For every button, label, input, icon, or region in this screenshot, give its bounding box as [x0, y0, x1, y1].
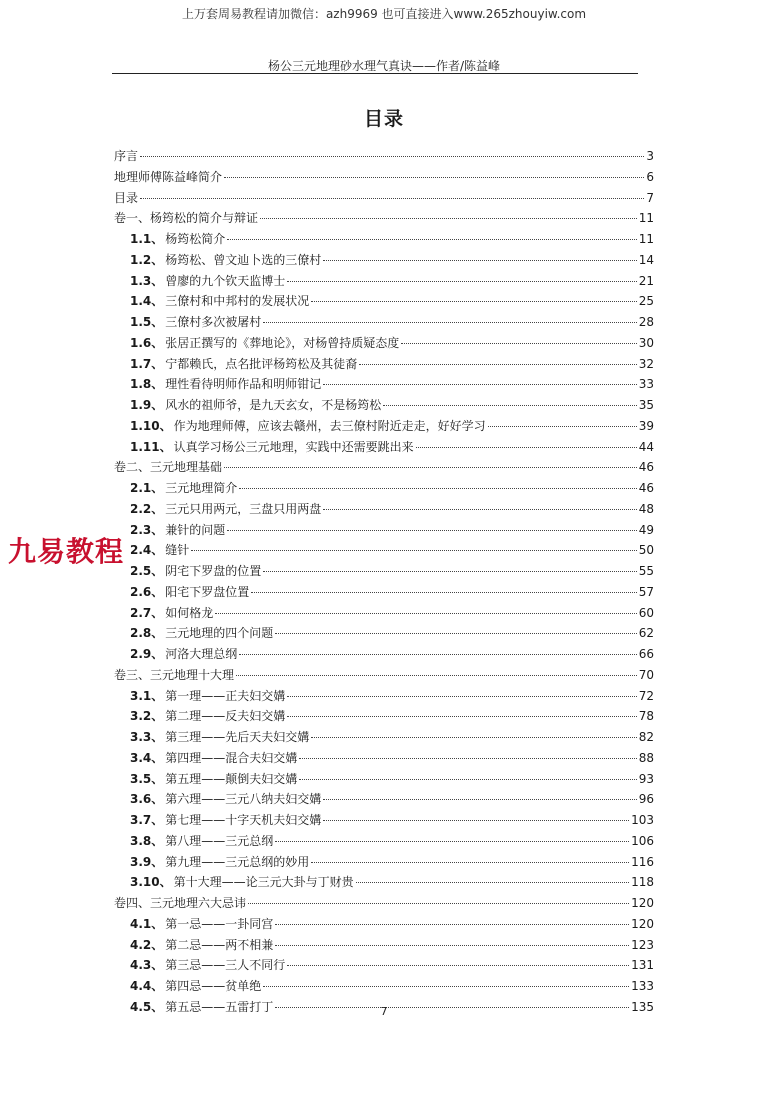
toc-entry-number: 1.3、 [130, 273, 164, 288]
toc-entry-title: 三僚村多次被屠村 [165, 315, 262, 329]
toc-entry-page: 32 [638, 356, 654, 371]
toc-dot-leader [323, 820, 629, 821]
toc-entry[interactable] [114, 935, 654, 956]
toc-entry-page: 55 [638, 564, 654, 578]
toc-entry-title: 兼针的问题 [165, 522, 226, 537]
toc-dot-leader [275, 633, 636, 634]
toc-entry-page: 39 [638, 418, 654, 433]
toc-entry-number: 1.1、 [130, 232, 164, 246]
toc-entry-title: 三元地理的四个问题 [165, 626, 274, 641]
toc-entry-number: 3.8、 [130, 833, 164, 848]
toc-entry-page: 46 [638, 481, 654, 495]
toc-entry-title: 第九理——三元总纲的妙用 [165, 854, 310, 869]
toc-entry-title: 目录 [114, 190, 139, 205]
toc-entry[interactable] [114, 872, 654, 893]
toc-dot-leader [356, 882, 629, 883]
toc-entry-number: 3.4、 [130, 750, 164, 765]
toc-entry[interactable] [114, 167, 654, 188]
toc-entry[interactable] [114, 603, 654, 624]
toc-entry-number: 2.9、 [130, 647, 164, 661]
toc-entry-page: 25 [638, 294, 654, 309]
toc-entry[interactable] [114, 188, 654, 209]
toc-entry-number: 3.9、 [130, 854, 164, 869]
toc-entry-title: 第三理——先后天夫妇交媾 [165, 730, 310, 744]
toc-entry-title: 宁都赖氏，点名批评杨筠松及其徒裔 [165, 356, 358, 371]
toc-entry-title: 第七理——十字天机夫妇交媾 [165, 813, 322, 827]
toc-dot-leader [287, 696, 636, 697]
toc-entry-page: 135 [631, 999, 654, 1014]
toc-entry-number: 1.5、 [130, 315, 164, 329]
toc-entry[interactable] [114, 520, 654, 541]
toc-entry[interactable] [114, 748, 654, 769]
toc-entry-number: 1.4、 [130, 294, 164, 309]
toc-entry[interactable] [114, 582, 654, 603]
toc-entry[interactable] [114, 291, 654, 312]
toc-entry-number: 3.10、 [130, 875, 172, 890]
toc-dot-leader [275, 945, 629, 946]
toc-entry-page: 70 [638, 667, 654, 682]
toc-entry-title: 第八理——三元总纲 [165, 833, 274, 848]
toc-entry-title: 第五忌——五雷打丁 [165, 999, 274, 1014]
toc-dot-leader [488, 426, 637, 427]
running-header: 杨公三元地理砂水理气真诀——作者/陈益峰 [267, 59, 501, 73]
toc-entry-page: 35 [638, 398, 654, 412]
toc-entry-number: 4.5、 [130, 999, 164, 1014]
page-number: 7 [380, 1005, 388, 1018]
toc-entry-title: 序言 [114, 149, 139, 163]
toc-entry-title: 地理师傅陈益峰简介 [114, 169, 223, 184]
toc-entry[interactable] [114, 561, 654, 582]
toc-entry[interactable] [114, 955, 654, 976]
toc-entry[interactable] [114, 437, 654, 458]
toc-entry[interactable] [114, 229, 654, 250]
toc-entry[interactable] [114, 457, 654, 478]
toc-entry-page: 62 [638, 626, 654, 641]
toc-dot-leader [227, 239, 636, 240]
toc-entry-page: 88 [638, 750, 654, 765]
toc-entry-title: 第五理——颠倒夫妇交媾 [165, 771, 298, 786]
toc-entry-title: 第二理——反夫妇交媾 [165, 709, 286, 724]
toc-entry-page: 60 [638, 605, 654, 620]
toc-entry-page: 93 [638, 771, 654, 786]
toc-entry-page: 123 [631, 937, 654, 952]
toc-entry-page: 28 [638, 315, 654, 329]
toc-dot-leader [323, 384, 636, 385]
toc-entry-number: 2.1、 [130, 481, 164, 495]
toc-entry-title: 第一理——正夫妇交媾 [165, 688, 286, 703]
toc-entry-page: 14 [638, 252, 654, 267]
toc-entry-title: 第三忌——三人不同行 [165, 958, 286, 973]
toc-entry[interactable] [114, 540, 654, 561]
toc-entry-page: 6 [646, 169, 654, 184]
toc-dot-leader [299, 758, 636, 759]
toc-entry-page: 120 [631, 896, 654, 910]
toc-entry-title: 作为地理师傅，应该去赣州，去三僚村附近走走，好好学习 [173, 418, 486, 433]
toc-entry-title: 三元只用两元，三盘只用两盘 [165, 501, 322, 516]
toc-entry-page: 96 [638, 792, 654, 807]
toc-dot-leader [239, 654, 636, 655]
toc-entry-page: 11 [638, 232, 654, 246]
toc-entry-number: 2.7、 [130, 605, 164, 620]
toc-entry[interactable] [114, 831, 654, 852]
toc-entry-page: 46 [638, 460, 654, 475]
toc-entry[interactable] [114, 686, 654, 707]
toc-entry[interactable] [114, 893, 654, 914]
toc-entry-title: 第一忌——一卦同宫 [165, 916, 274, 931]
toc-entry[interactable] [114, 976, 654, 997]
toc-entry-page: 48 [638, 501, 654, 516]
toc-entry-number: 2.4、 [130, 543, 164, 558]
toc-dot-leader [140, 156, 644, 157]
toc-dot-leader [191, 550, 636, 551]
toc-entry-page: 116 [631, 854, 654, 869]
toc-entry[interactable] [114, 914, 654, 935]
toc-entry[interactable] [114, 644, 654, 665]
toc-dot-leader [227, 530, 636, 531]
toc-entry-number: 2.5、 [130, 564, 164, 578]
toc-entry-title: 第四理——混合夫妇交媾 [165, 750, 298, 765]
toc-entry-title: 阴宅下罗盘的位置 [165, 564, 262, 578]
toc-entry-page: 44 [638, 439, 654, 454]
toc-entry-title: 三僚村和中邦村的发展状况 [165, 294, 310, 309]
toc-entry[interactable] [114, 374, 654, 395]
toc-entry-number: 3.1、 [130, 688, 164, 703]
toc-entry[interactable] [114, 250, 654, 271]
toc-dot-leader [260, 218, 637, 219]
toc-entry-page: 133 [631, 979, 654, 993]
toc-entry-number: 3.5、 [130, 771, 164, 786]
toc-entry-title: 缝针 [165, 543, 190, 558]
toc-entry-number: 1.6、 [130, 335, 164, 350]
toc-dot-leader [287, 716, 636, 717]
toc-entry-page: 49 [638, 522, 654, 537]
toc-dot-leader [359, 364, 636, 365]
toc-entry-number: 2.8、 [130, 626, 164, 641]
toc-entry-number: 4.4、 [130, 979, 164, 993]
toc-entry-number: 2.3、 [130, 522, 164, 537]
toc-entry-number: 3.7、 [130, 813, 164, 827]
toc-entry[interactable] [114, 727, 654, 748]
toc-dot-leader [263, 986, 629, 987]
toc-entry-page: 120 [631, 916, 654, 931]
toc-entry[interactable] [114, 416, 654, 437]
toc-entry-title: 阳宅下罗盘位置 [165, 584, 250, 599]
toc-dot-leader [140, 198, 644, 199]
toc-dot-leader [224, 467, 637, 468]
toc-dot-leader [215, 613, 636, 614]
toc-entry[interactable] [114, 706, 654, 727]
toc-entry[interactable] [114, 810, 654, 831]
toc-entry[interactable] [114, 789, 654, 810]
toc-entry[interactable] [114, 395, 654, 416]
toc-entry[interactable] [114, 665, 654, 686]
toc-entry[interactable] [114, 769, 654, 790]
toc-entry-number: 1.9、 [130, 398, 164, 412]
toc-entry-title: 卷三、三元地理十大理 [114, 667, 235, 682]
toc-dot-leader [251, 592, 636, 593]
toc-entry[interactable] [114, 623, 654, 644]
toc-entry-number: 4.2、 [130, 937, 164, 952]
toc-dot-leader [416, 447, 637, 448]
toc-entry-title: 第六理——三元八纳夫妇交媾 [165, 792, 322, 807]
toc-entry-title: 第二忌——两不相兼 [165, 937, 274, 952]
toc-entry[interactable] [114, 478, 654, 499]
toc-entry[interactable] [114, 146, 654, 167]
toc-dot-leader [239, 488, 636, 489]
toc-entry-number: 1.2、 [130, 252, 164, 267]
toc-entry[interactable] [114, 852, 654, 873]
toc-entry-number: 3.6、 [130, 792, 164, 807]
toc-entry-page: 106 [631, 833, 654, 848]
toc-dot-leader [299, 779, 636, 780]
toc-entry-page: 50 [638, 543, 654, 558]
toc-entry-title: 杨筠松简介 [165, 232, 226, 246]
table-of-contents [114, 146, 654, 1018]
toc-entry[interactable] [114, 208, 654, 229]
toc-entry-number: 1.11、 [130, 439, 172, 454]
toc-dot-leader [275, 924, 629, 925]
top-watermark-text: 上万套周易教程请加微信：azh9969 也可直接进入www.265zhouyiw.com [181, 7, 587, 21]
toc-entry-title: 如何格龙 [165, 605, 214, 620]
toc-entry-title: 卷一、杨筠松的简介与辩证 [114, 211, 259, 226]
toc-dot-leader [323, 509, 636, 510]
toc-entry-page: 30 [638, 335, 654, 350]
toc-dot-leader [263, 322, 636, 323]
toc-entry-number: 2.6、 [130, 584, 164, 599]
toc-entry-title: 认真学习杨公三元地理，实践中还需要跳出来 [173, 439, 414, 454]
toc-entry-title: 第四忌——贫单绝 [165, 979, 262, 993]
toc-dot-leader [236, 675, 637, 676]
toc-entry-title: 张居正撰写的《葬地论》，对杨曾持质疑态度 [165, 335, 400, 350]
toc-entry-page: 7 [646, 190, 654, 205]
toc-dot-leader [383, 405, 636, 406]
toc-dot-leader [224, 177, 644, 178]
toc-dot-leader [287, 965, 629, 966]
toc-dot-leader [311, 862, 629, 863]
toc-dot-leader [311, 737, 636, 738]
toc-dot-leader [248, 903, 629, 904]
toc-entry-page: 3 [646, 149, 654, 163]
toc-dot-leader [401, 343, 636, 344]
toc-entry-page: 103 [631, 813, 654, 827]
toc-entry-page: 72 [638, 688, 654, 703]
toc-entry-number: 3.3、 [130, 730, 164, 744]
toc-entry-title: 卷二、三元地理基础 [114, 460, 223, 475]
page-title: 目录 [363, 108, 404, 130]
toc-entry-page: 131 [631, 958, 654, 973]
toc-entry-page: 78 [638, 709, 654, 724]
toc-dot-leader [287, 281, 636, 282]
toc-entry[interactable] [114, 333, 654, 354]
toc-entry-number: 1.8、 [130, 377, 164, 392]
toc-entry-number: 3.2、 [130, 709, 164, 724]
toc-entry-page: 57 [638, 584, 654, 599]
toc-entry-title: 三元地理简介 [165, 481, 238, 495]
toc-entry[interactable] [114, 312, 654, 333]
toc-entry-page: 33 [638, 377, 654, 392]
toc-dot-leader [323, 799, 636, 800]
toc-entry[interactable] [114, 354, 654, 375]
toc-entry-number: 2.2、 [130, 501, 164, 516]
toc-entry-page: 66 [638, 647, 654, 661]
toc-entry-number: 1.10、 [130, 418, 172, 433]
toc-entry-page: 82 [638, 730, 654, 744]
toc-dot-leader [275, 841, 629, 842]
toc-entry-title: 卷四、三元地理六大忌讳 [114, 896, 247, 910]
toc-entry-title: 曾廖的九个钦天监博士 [165, 273, 286, 288]
side-watermark-text: 九易教程 [8, 535, 125, 568]
toc-dot-leader [263, 571, 636, 572]
toc-entry-number: 1.7、 [130, 356, 164, 371]
toc-entry-title: 理性看待明师作品和明师钳记 [165, 377, 322, 392]
toc-entry[interactable] [114, 271, 654, 292]
header-rule [112, 73, 638, 74]
toc-entry[interactable] [114, 499, 654, 520]
toc-entry-number: 4.3、 [130, 958, 164, 973]
toc-entry-number: 4.1、 [130, 916, 164, 931]
toc-entry-page: 118 [631, 875, 654, 890]
toc-dot-leader [311, 301, 636, 302]
toc-entry-page: 21 [638, 273, 654, 288]
toc-entry-title: 河洛大理总纲 [165, 647, 238, 661]
toc-entry-title: 杨筠松、曾文辿卜选的三僚村 [165, 252, 322, 267]
toc-entry-title: 风水的祖师爷，是九天玄女，不是杨筠松 [165, 398, 382, 412]
toc-entry-page: 11 [638, 211, 654, 226]
toc-entry-title: 第十大理——论三元大卦与丁财贵 [173, 875, 354, 890]
toc-dot-leader [323, 260, 636, 261]
